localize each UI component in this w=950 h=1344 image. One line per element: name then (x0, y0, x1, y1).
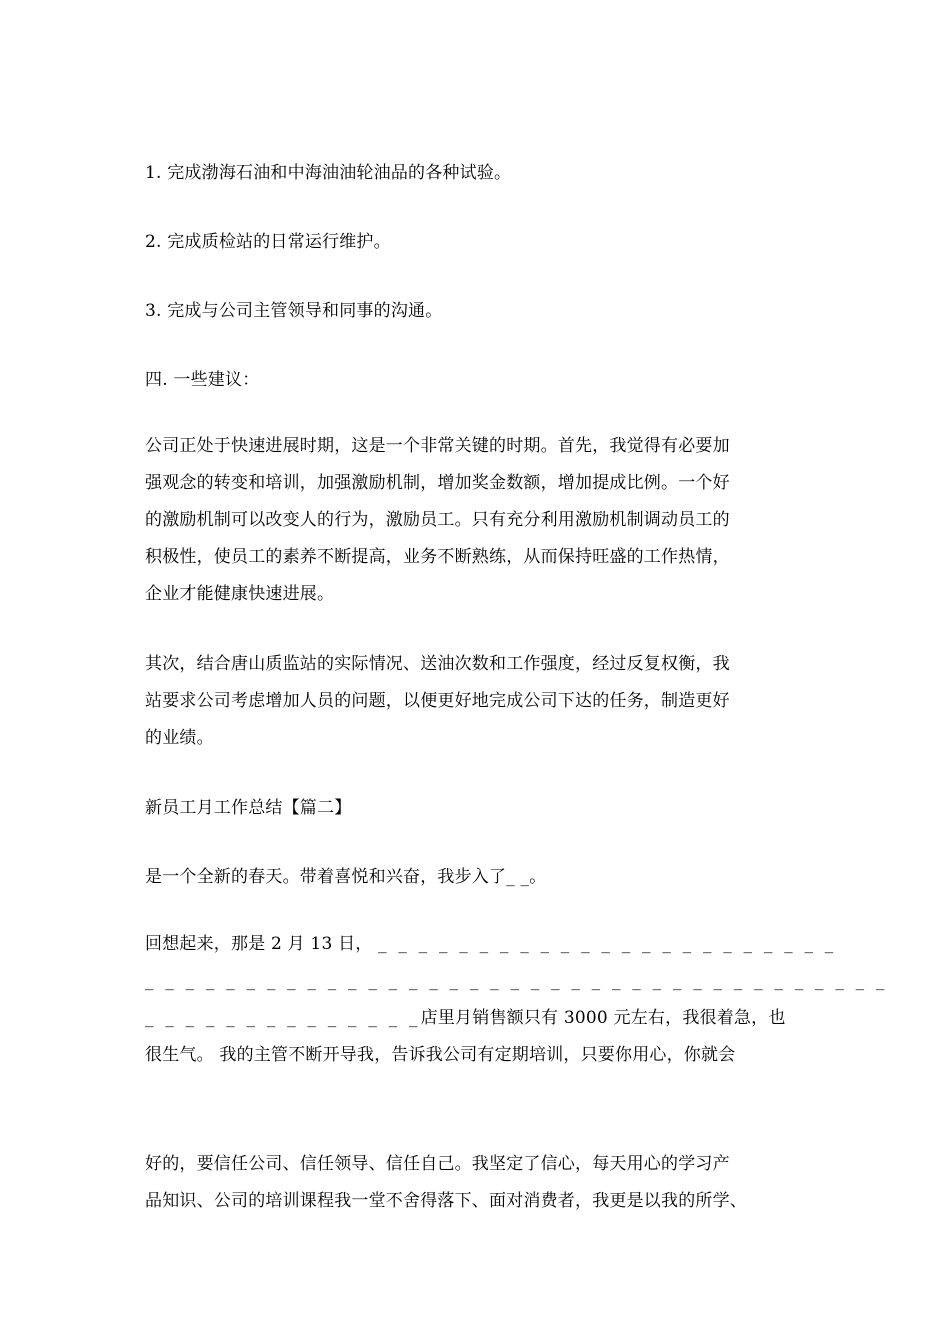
list-item-2: 2. 完成质检站的日常运行维护。 (145, 232, 391, 252)
suggestion-paragraph-2 (145, 646, 805, 757)
fill-blank: _ _ _ _ _ _ _ _ _ _ _ _ _ _ _ _ _ _ _ _ _ _ _ _ _ _ _ _ _ _ _ _ _ _ _ _ _ (145, 971, 888, 991)
paragraph-line: 企业才能健康快速进展。 (145, 584, 335, 604)
confidence-paragraph (145, 1146, 805, 1220)
recall-line-4: 很生气。 我的主管不断开导我，告诉我公司有定期培训，只要你用心，你就会 (145, 1045, 736, 1065)
section-heading-2: 新员工月工作总结【篇二】 (145, 798, 352, 818)
fill-blank: _ _ _ _ _ _ _ _ _ _ _ _ _ _ _ _ _ _ _ _ _ _ _ (378, 934, 837, 954)
suggestion-paragraph-1 (145, 428, 805, 613)
paragraph-line: 品知识、公司的培训课程我一堂不舍得落下、面对消费者，我更是以我的所学、 (145, 1191, 747, 1211)
paragraph-line: 强观念的转变和培训，加强激励机制，增加奖金数额，增加提成比例。一个好 (145, 473, 730, 493)
recall-line-1 (145, 926, 837, 963)
paragraph-line: 的激励机制可以改变人的行为，激励员工。只有充分利用激励机制调动员工的 (145, 510, 730, 530)
section-4-title: 四. 一些建议： (145, 370, 260, 390)
paragraph-line: 其次，结合唐山质监站的实际情况、送油次数和工作强度，经过反复权衡，我 (145, 654, 730, 674)
recall-line-2 (145, 963, 888, 1000)
paragraph-line: 好的，要信任公司、信任领导、信任自己。我坚定了信心，每天用心的学习产 (145, 1154, 730, 1174)
sales-text: 店里月销售额只有 3000 元左右，我很着急，也 (420, 1008, 786, 1028)
list-item-3: 3. 完成与公司主管领导和同事的沟通。 (145, 301, 443, 321)
recall-paragraph (145, 926, 888, 1074)
paragraph-line: 公司正处于快速进展时期，这是一个非常关键的时期。首先，我觉得有必要加 (145, 436, 730, 456)
paragraph-line: 站要求公司考虑增加人员的问题，以便更好地完成公司下达的任务，制造更好 (145, 691, 730, 711)
list-item-1: 1. 完成渤海石油和中海油油轮油品的各种试验。 (145, 163, 512, 183)
spring-line: 是一个全新的春天。带着喜悦和兴奋，我步入了_ _。 (145, 867, 547, 887)
paragraph-line: 的业绩。 (145, 728, 214, 748)
recall-line-3 (145, 1000, 805, 1037)
paragraph-line: 积极性，使员工的素养不断提高，业务不断熟练，从而保持旺盛的工作热情， (145, 547, 730, 567)
recall-date-text: 回想起来，那是 2 月 13 日， (145, 934, 373, 954)
fill-blank: _ _ _ _ _ _ _ _ _ _ _ _ _ _ (145, 1008, 421, 1028)
